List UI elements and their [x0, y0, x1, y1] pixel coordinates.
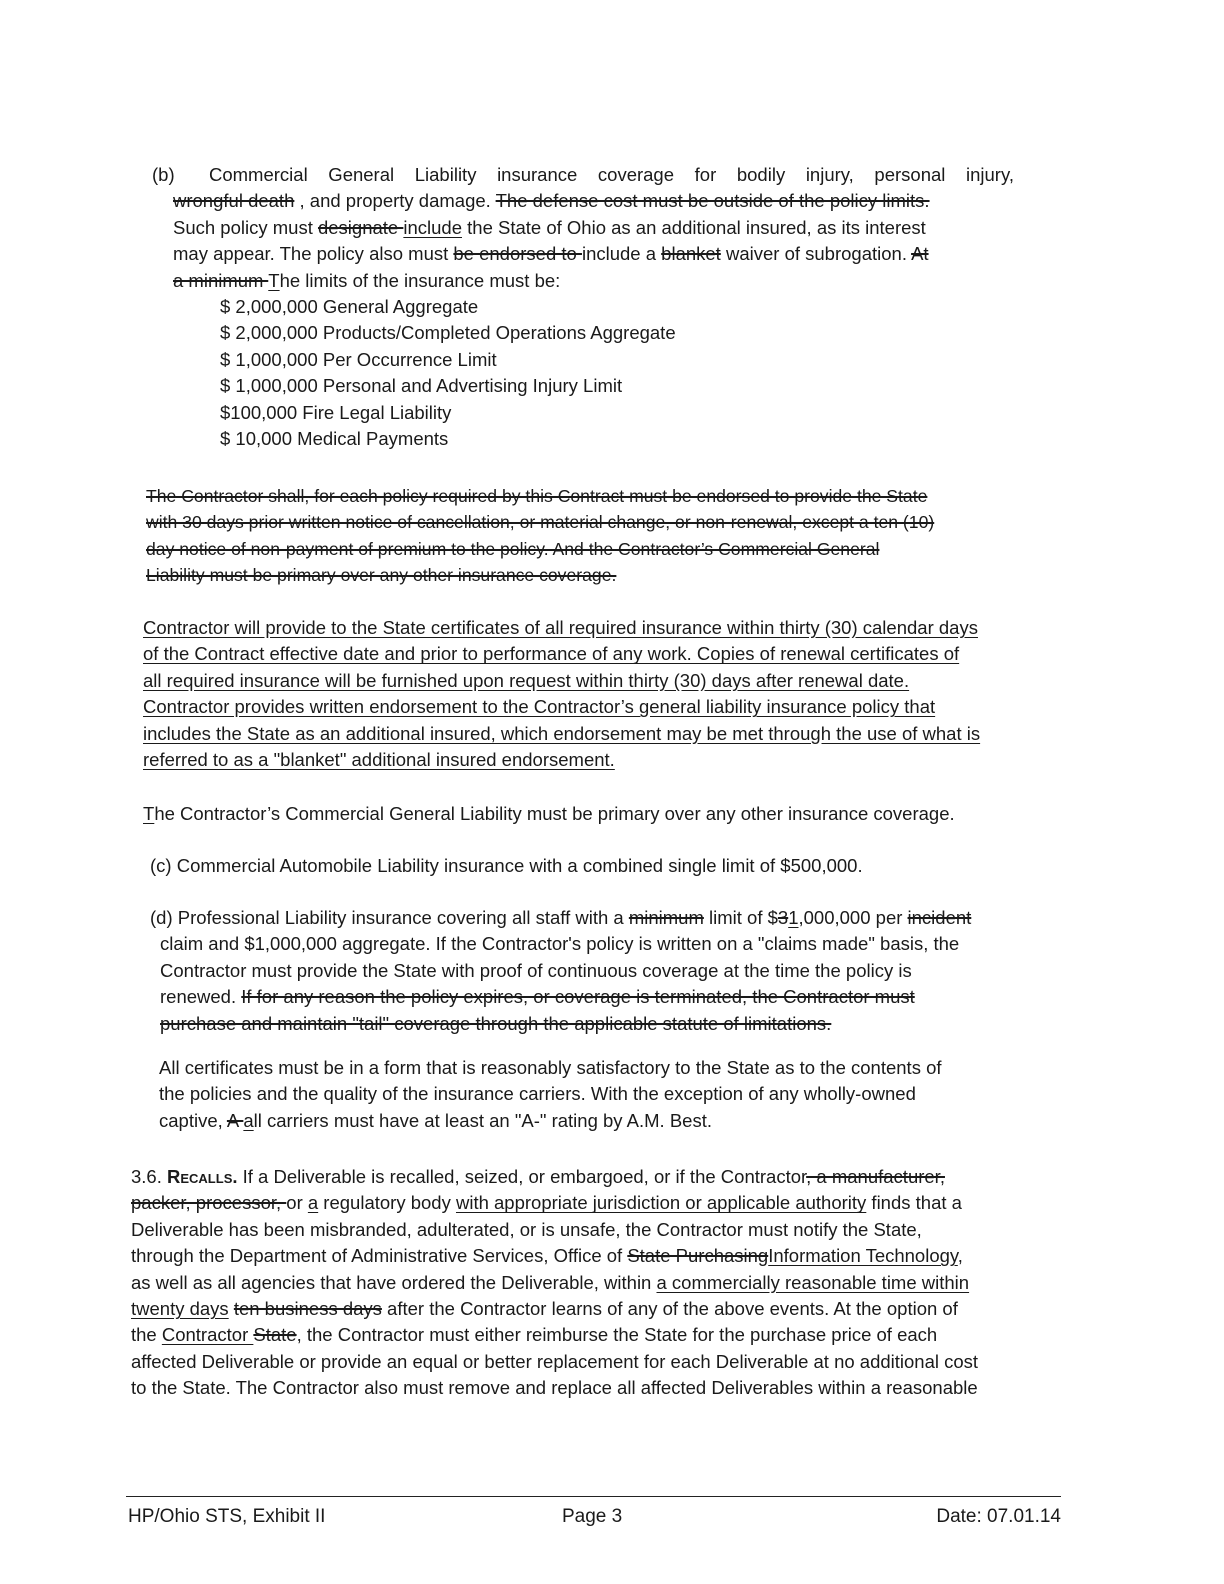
deleted-text: wrongful death [173, 190, 295, 212]
section-b-line-4: may appear. The policy also must be endorsed to include a blanket waiver of subrogation. At [173, 243, 929, 265]
section-number: 3.6. [131, 1166, 167, 1187]
section-d-line-2: claim and $1,000,000 aggregate. If the Contractor's policy is written on a "claims made" basis, the [160, 933, 960, 955]
inserted-text: T [143, 803, 155, 824]
inserted-text: twenty days [131, 1298, 229, 1320]
section-d-line-3: Contractor must provide the State with proof of continuous coverage at the time the policy is [160, 959, 912, 981]
limit-item: $100,000 Fire Legal Liability [220, 401, 452, 423]
insurance-limits-list [220, 294, 1014, 452]
page-footer [126, 1504, 1061, 1534]
deleted-text: incident [907, 907, 972, 928]
section-b-line-3: Such policy must designate include the State of Ohio as an additional insured, as its interest [173, 216, 926, 238]
inserted-text: with appropriate jurisdiction or applicable authority [455, 1192, 867, 1214]
deleted-text: If for any reason the policy expires, or coverage is terminated, the Contractor must [241, 986, 915, 1008]
deleted-text: The defense cost must be outside of the policy limits. [495, 190, 930, 212]
deleted-notice-paragraph [146, 483, 1056, 589]
inserted-text: Contractor will provide to the State certificates of all required insurance within thirty (30) calendar days [143, 617, 978, 638]
footer-document-title: HP/Ohio STS, Exhibit II [128, 1506, 326, 1527]
deleted-text: purchase and maintain "tail" coverage through the applicable statute of limitations. [160, 1012, 832, 1034]
section-b-line-1: Commercial General Liability insurance coverage for bodily injury, personal injury, [209, 164, 1014, 185]
section-b-general-liability [152, 162, 1014, 452]
limit-item: $ 10,000 Medical Payments [220, 428, 449, 450]
section-heading: Recalls. [167, 1166, 238, 1187]
inserted-text: 1 [788, 907, 799, 928]
footer-divider [126, 1496, 1061, 1497]
deleted-text: packer, processor, [131, 1192, 287, 1214]
deleted-text: , a manufacturer, [806, 1166, 945, 1187]
section-d-line-4: renewed. If for any reason the policy expires, or coverage is terminated, the Contractor must [160, 986, 915, 1008]
limit-item: $ 2,000,000 Products/Completed Operations Aggregate [220, 322, 676, 344]
inserted-text: a commercially reasonable time within [656, 1271, 970, 1293]
deleted-text: The Contractor shall, for each policy required by this Contract must be endorsed to provide the State [146, 486, 928, 506]
deleted-text: Liability must be primary over any other insurance coverage. [146, 565, 617, 586]
section-b-body [173, 162, 1014, 452]
deleted-text: designate [317, 216, 404, 238]
inserted-text: T [268, 269, 280, 291]
limit-item: $ 2,000,000 General Aggregate [220, 296, 479, 318]
certificates-paragraph [143, 615, 1061, 773]
inserted-text: Information Technology [768, 1245, 958, 1267]
section-d-line-1: (d) Professional Liability insurance covering all staff with a minimum limit of $31,000,000 per incident [150, 907, 972, 928]
section-d-line-5 [160, 1011, 1060, 1037]
section-3-6-recalls: 3.6. Recalls. If a Deliverable is recalled, seized, or embargoed, or if the Contractor, a manufacturer, packer, processor, or a regulatory body with appropriate jurisdiction or applicable authority finds that a Deliverable has been misbranded, adulterated, or is unsafe, the Contractor must notify the State, through the Department of Administrative Services, Office of State PurchasingInformation Technology, as well as all agencies that have ordered the Deliverable, within a commercially reasonable time within twenty days ten business days after the Contractor learns of any of the above events. At the option of the Contractor State, the Contractor must either reimburse the State for the purchase price of each affected Deliverable or provide an equal or better replacement for each Deliverable at no additional cost to the State. The Contractor also must remove and replace all affected Deliverables within a reasonable [131, 1166, 979, 1399]
deleted-text: A [226, 1109, 244, 1131]
inserted-text: a [243, 1109, 254, 1131]
inserted-text: Contractor [161, 1324, 254, 1346]
deleted-text: day notice of non-payment of premium to the policy. And the Contractor’s Commercial General [146, 538, 880, 559]
inserted-text: includes the State as an additional insured, which endorsement may be met through the use of what is [143, 722, 981, 744]
deleted-text: At [911, 243, 929, 265]
deleted-text: minimum [628, 907, 704, 928]
section-b-label: (b) [152, 164, 175, 185]
section-b-line-2: wrongful death , and property damage. The defense cost must be outside of the policy limits. [173, 190, 930, 212]
deleted-text: be endorsed to [453, 243, 582, 265]
deleted-text: 3 [777, 907, 789, 928]
deleted-text: State [253, 1324, 297, 1346]
primary-coverage-paragraph: The Contractor’s Commercial General Liability must be primary over any other insurance coverage. [143, 803, 955, 824]
footer-page-number: Page 3 [562, 1506, 623, 1527]
section-d-professional-liability [150, 905, 1060, 1037]
inserted-text: Contractor provides written endorsement to the Contractor’s general liability insurance policy that [143, 696, 936, 718]
footer-date: Date: 07.01.14 [936, 1506, 1061, 1527]
deleted-text: ten business days [233, 1298, 382, 1320]
deleted-text: a minimum [173, 269, 269, 291]
deleted-text: blanket [661, 243, 721, 265]
limit-item: $ 1,000,000 Personal and Advertising Injury Limit [220, 375, 623, 397]
inserted-text: include [403, 216, 462, 238]
inserted-text: of the Contract effective date and prior to performance of any work. Copies of renewal certificates of [143, 643, 960, 665]
deleted-text: State Purchasing [627, 1245, 769, 1267]
inserted-text: all required insurance will be furnished upon request within thirty (30) days after renewal date. [143, 669, 910, 691]
section-b-line-5: a minimum The limits of the insurance must be: [173, 269, 561, 291]
deleted-text: with 30 days prior written notice of cancellation, or material change, or non-renewal, except a ten (10) [146, 512, 935, 533]
limit-item: $ 1,000,000 Per Occurrence Limit [220, 348, 497, 370]
inserted-text: referred to as a "blanket" additional insured endorsement. [143, 749, 615, 771]
carrier-rating-paragraph: All certificates must be in a form that is reasonably satisfactory to the State as to the contents of the policies and the quality of the insurance carriers. With the exception of any wholly-owned captive, A all carriers must have at least an "A-" rating by A.M. Best. [159, 1057, 942, 1131]
inserted-text: a [307, 1192, 319, 1214]
section-c-automobile-liability: (c) Commercial Automobile Liability insurance with a combined single limit of $500,000. [150, 855, 863, 876]
